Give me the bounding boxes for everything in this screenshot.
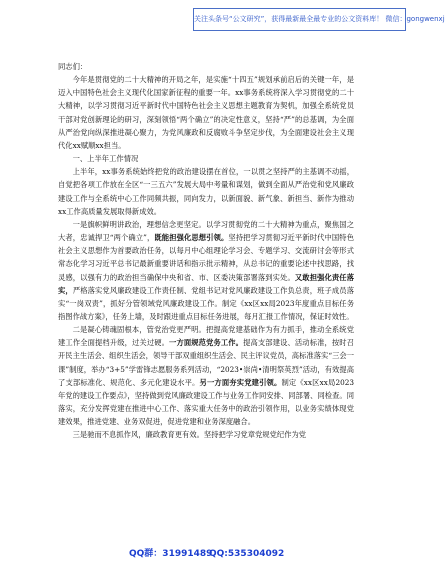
section-heading: 一、上半年工作情况 [72, 154, 139, 164]
point-one-lead: 一是旗帜鲜明讲政治，理想信念更坚定。以学习贯彻党的二十大精神为重点，聚焦国之大者，忠诚捍卫“两个确立”， [58, 219, 354, 243]
point-two-highlight-2: 另一方面夯实党建引领。 [199, 377, 282, 387]
point-two-lead: 二是凝心铸魂固根本，管党治党更严明。把提高党建基础作为有力抓手，推动全系统党建工作全面提档升级，过关过硬。 [58, 325, 354, 348]
promo-banner [193, 8, 445, 31]
point-one-body: 坚持把学习贯彻习近平新时代中国特色社会主义思想作为首要政治任务，以每月中心组理论学习会、专题学习、交流研讨会等形式常态化学习习近平总书记最新重要讲话和指示批示精神，从总书记的重要论述中找思路，找灵感，以强有力的政治担当确保中央和省、市、区委决策部署落到实处。 [58, 233, 355, 282]
point-one-tail: 严格落实党风廉政建设工作责任制、党组书记对党风廉政建设工作负总责，班子成员落实“一岗双责”，抓好分管领域党风廉政建设工作。制定《xx区xx局2023年度重点目标任务指图作战方案》，任务上墙，及时跟进重点目标任务进展，每月汇报工作情况，保证时效性。 [58, 285, 355, 321]
point-two-body: 提高支部建设、活动标准，按时召开民主生活会、组织生活会，领导干部双重组织生活会、民主评议党员，高标准落实“三会一课”制度，举办“3+5”学雷锋志愿服务系列活动，“2023•崇尚•清明祭英烈”活动，有效提高了支部标准化、规范化、多元化建设水平。 [58, 338, 355, 387]
section-intro-paragraph: 上半年，xx事务系统始终把党的政治建设摆在首位，一以贯之坚持严的主基调不动摇，自觉把各项工作放在全区“一三五六”发展大局中考量和谋划，做到全面从严治党和党风廉政建设工作与全系统中心工作同频共振，同向发力，以新面貌、新气象、新担当、新作为推动xx工作高质量发展取得新成效。 [58, 167, 354, 216]
point-one-highlight-2: 又敢担强化责任落实， [58, 272, 355, 295]
point-one-highlight-1: 既能担强化思想引领。 [154, 233, 229, 243]
point-two-highlight-1: 一方面规范党务工作。 [169, 338, 244, 348]
point-two-paragraph [58, 323, 354, 428]
qq-group: QQ群：31991489 [129, 549, 213, 559]
intro-paragraph: 今年是贯彻党的二十大精神的开局之年，是实施“十四五”规划承前启后的关键一年，是迈入中国特色社会主义现代化国家新征程的重要一年。xx事务系统将深入学习贯彻党的二十大精神，以学习贯彻习近平新时代中国特色社会主义思想主题教育为契机，加强全系统党员干部对党创新理论的研习，深刻领悟“两个确立”的决定性意义，坚持“严”的总基调，为全面从严治党向纵深推进凝心聚力，为党风廉政和反腐败斗争坚定步伐，为全面建设社会主义现代化xx赋顺xx担当。 [58, 75, 354, 150]
footer-contact [0, 548, 408, 560]
point-one-paragraph [58, 218, 354, 323]
point-three-paragraph: 三是驰而不息抓作风，廉政教育更有效。坚持把学习党章党规党纪作为党 [72, 430, 307, 440]
promo-banner-text: 关注头条号“公文研究”，获得最新最全最专业的公文资料库！ 微信：gongwenxj [194, 15, 445, 23]
qq-number: QQ:535304092 [209, 549, 285, 559]
salutation: 同志们： [58, 62, 88, 71]
document-body [58, 60, 354, 442]
point-two-tail: 制定《xx区xx局2023年党的建设工作要点》，坚持做到党风廉政建设工作与业务工作同安排、同部署、同检查。同落实，充分发挥党建在推进中心工作、落实重大任务中的政治引领作用，以业务实绩体现党建效果，推进党建、业务双促进，促进党建和业务深度融合。 [58, 377, 355, 427]
